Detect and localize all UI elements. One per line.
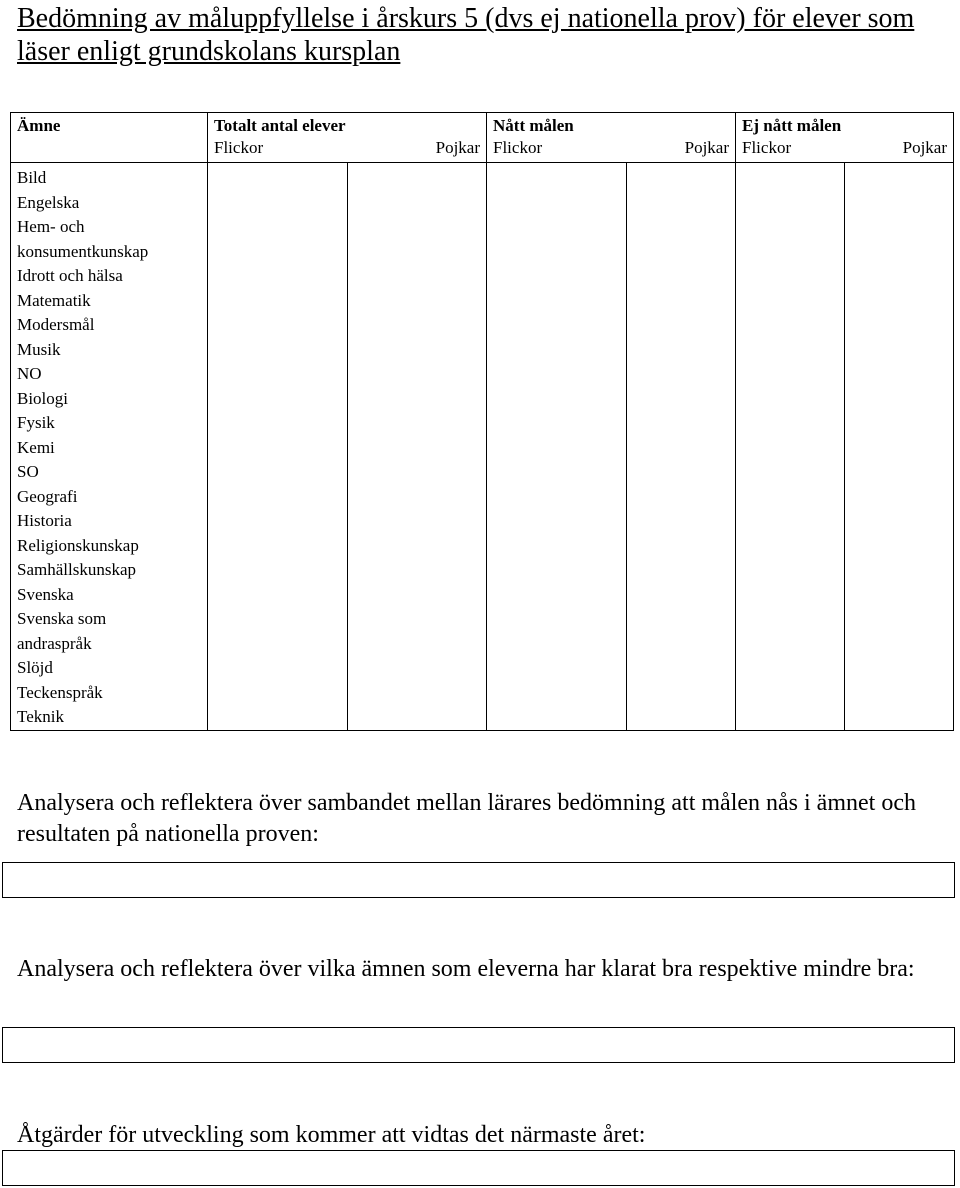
subject-item: Svenska (17, 584, 74, 604)
question-text-1: Analysera och reflektera över sambandet mellan lärares bedömning att målen nås i ämnet och resultaten på nationella proven: (17, 790, 916, 847)
subject-item: Svenska som (17, 609, 107, 628)
subject-item: Hem- och (17, 217, 85, 236)
input-cell-total-boys[interactable] (348, 163, 487, 731)
subject-item: Bild (17, 168, 47, 187)
subject-item: Teckenspråk (17, 682, 103, 702)
question-text-2: Analysera och reflektera över vilka ämnen som eleverna har klarat bra respektive mindre bra: (17, 956, 915, 982)
input-cell-total-girls[interactable] (208, 163, 348, 731)
reached-goals-header: Nått målen Flickor Pojkar (487, 113, 736, 163)
subject-item: Fysik (17, 413, 55, 432)
subject-item: Biologi (17, 388, 69, 408)
answer-box-3[interactable] (2, 1150, 955, 1186)
answer-box-1[interactable] (2, 862, 955, 898)
subject-item: Engelska (17, 192, 80, 212)
subject-item: Musik (17, 339, 61, 359)
total-boys-label: Pojkar (435, 138, 480, 157)
subject-item: Kemi (17, 437, 55, 457)
subject-item: Matematik (17, 290, 91, 310)
subject-item: konsumentkunskap (17, 241, 149, 261)
subject-item: NO (17, 364, 42, 383)
input-cell-reached-girls[interactable] (487, 163, 627, 731)
input-cell-not-reached-boys[interactable] (845, 163, 954, 731)
document-title: Bedömning av måluppfyllelse i årskurs 5 (dvs ej nationella prov) för elever som läser enligt grundskolans kursplan (17, 3, 915, 67)
subject-item: Teknik (17, 707, 64, 726)
subject-item: Geografi (17, 486, 78, 506)
subject-item: Modersmål (17, 315, 95, 334)
total-girls-label: Flickor (214, 138, 264, 157)
subject-item: SO (17, 462, 39, 481)
reached-girls-label: Flickor (493, 138, 543, 157)
subject-item: Religionskunskap (17, 535, 139, 555)
subject-item: Slöjd (17, 658, 53, 677)
subject-item: Idrott och hälsa (17, 266, 123, 285)
input-cell-reached-boys[interactable] (627, 163, 736, 731)
not-reached-goals-header: Ej nått målen Flickor Pojkar (736, 113, 954, 163)
answer-box-2[interactable] (2, 1027, 955, 1063)
assessment-table (10, 112, 954, 731)
subject-item: Samhällskunskap (17, 560, 136, 579)
subject-column-header: Ämne (11, 113, 208, 163)
question-text-3: Åtgärder för utveckling som kommer att vidtas det närmaste året: (17, 1122, 646, 1148)
total-students-header: Totalt antal elever Flickor Pojkar (208, 113, 487, 163)
input-cell-not-reached-girls[interactable] (736, 163, 845, 731)
table-body-row (11, 163, 954, 731)
subject-item: Historia (17, 511, 72, 530)
reached-boys-label: Pojkar (684, 138, 729, 157)
subject-list (11, 163, 208, 731)
table-header-row (11, 113, 954, 163)
subject-item: andraspråk (17, 633, 92, 653)
not-reached-boys-label: Pojkar (902, 138, 947, 157)
not-reached-girls-label: Flickor (742, 138, 792, 157)
